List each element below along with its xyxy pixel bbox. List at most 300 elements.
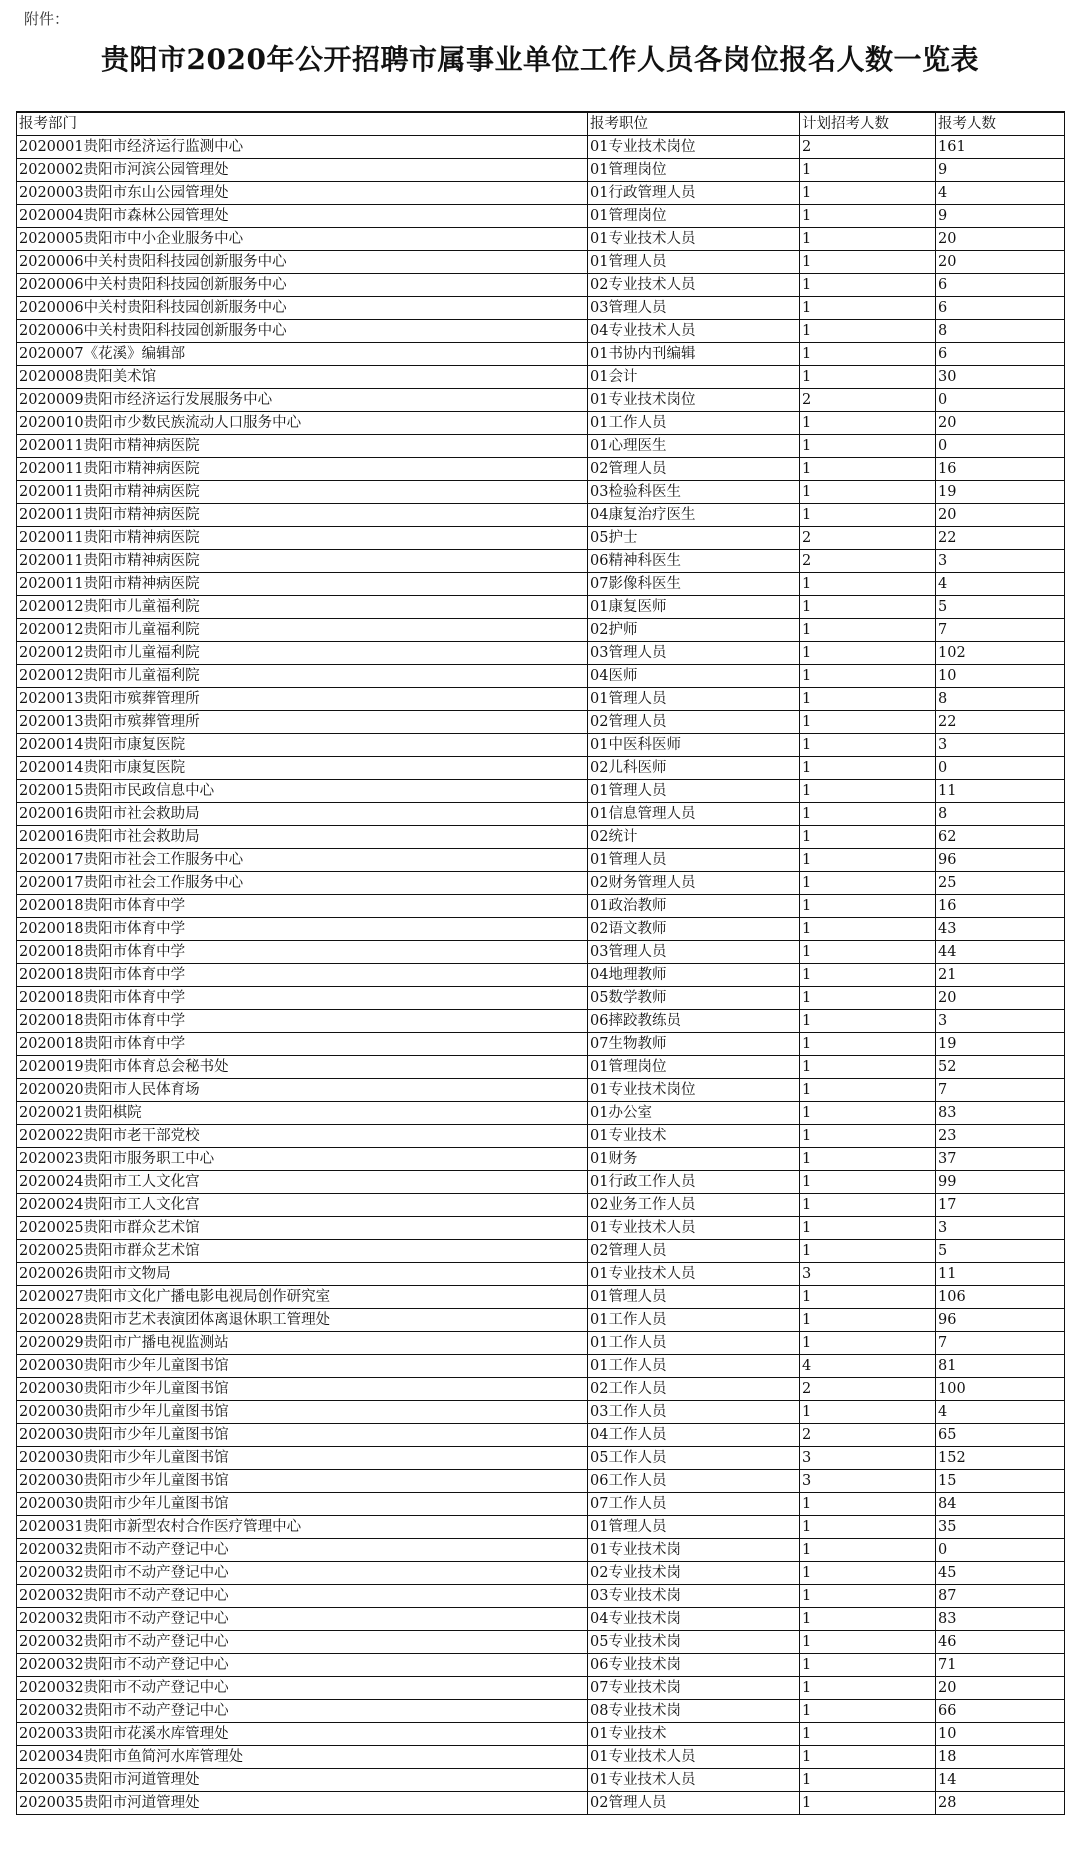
cell-position: 01管理岗位 <box>588 1056 800 1079</box>
cell-position: 07影像科医生 <box>588 573 800 596</box>
cell-planned-count: 1 <box>800 1723 936 1746</box>
header-position: 报考职位 <box>588 112 800 136</box>
cell-position: 01管理人员 <box>588 780 800 803</box>
cell-department: 2020023贵阳市服务职工中心 <box>17 1148 588 1171</box>
table-row <box>17 1148 1065 1171</box>
cell-applicant-count: 20 <box>936 251 1065 274</box>
cell-department: 2020032贵阳市不动产登记中心 <box>17 1631 588 1654</box>
table-row <box>17 1585 1065 1608</box>
cell-position: 03检验科医生 <box>588 481 800 504</box>
cell-department: 2020024贵阳市工人文化宫 <box>17 1194 588 1217</box>
cell-department: 2020012贵阳市儿童福利院 <box>17 619 588 642</box>
cell-planned-count: 1 <box>800 182 936 205</box>
table-row <box>17 1401 1065 1424</box>
cell-planned-count: 1 <box>800 1401 936 1424</box>
table-row <box>17 987 1065 1010</box>
cell-planned-count: 1 <box>800 1677 936 1700</box>
cell-applicant-count: 11 <box>936 780 1065 803</box>
cell-planned-count: 1 <box>800 320 936 343</box>
cell-department: 2020017贵阳市社会工作服务中心 <box>17 872 588 895</box>
cell-planned-count: 1 <box>800 1010 936 1033</box>
cell-department: 2020034贵阳市鱼简河水库管理处 <box>17 1746 588 1769</box>
cell-applicant-count: 71 <box>936 1654 1065 1677</box>
cell-position: 01专业技术人员 <box>588 1769 800 1792</box>
cell-department: 2020025贵阳市群众艺术馆 <box>17 1217 588 1240</box>
cell-planned-count: 3 <box>800 1447 936 1470</box>
enrollment-table <box>16 111 1065 1815</box>
cell-applicant-count: 45 <box>936 1562 1065 1585</box>
cell-applicant-count: 22 <box>936 711 1065 734</box>
cell-department: 2020032贵阳市不动产登记中心 <box>17 1677 588 1700</box>
cell-department: 2020033贵阳市花溪水库管理处 <box>17 1723 588 1746</box>
cell-department: 2020030贵阳市少年儿童图书馆 <box>17 1470 588 1493</box>
cell-position: 01管理岗位 <box>588 205 800 228</box>
cell-department: 2020012贵阳市儿童福利院 <box>17 596 588 619</box>
cell-planned-count: 1 <box>800 1079 936 1102</box>
table-row <box>17 1010 1065 1033</box>
cell-applicant-count: 16 <box>936 458 1065 481</box>
cell-planned-count: 3 <box>800 1263 936 1286</box>
cell-position: 01管理人员 <box>588 1516 800 1539</box>
table-row <box>17 389 1065 412</box>
cell-applicant-count: 9 <box>936 159 1065 182</box>
cell-position: 01办公室 <box>588 1102 800 1125</box>
table-row <box>17 1102 1065 1125</box>
cell-planned-count: 1 <box>800 205 936 228</box>
cell-department: 2020016贵阳市社会救助局 <box>17 826 588 849</box>
cell-planned-count: 1 <box>800 734 936 757</box>
cell-planned-count: 2 <box>800 527 936 550</box>
cell-planned-count: 1 <box>800 1286 936 1309</box>
cell-planned-count: 1 <box>800 435 936 458</box>
table-row <box>17 1654 1065 1677</box>
cell-department: 2020018贵阳市体育中学 <box>17 1010 588 1033</box>
cell-position: 01管理人员 <box>588 251 800 274</box>
cell-planned-count: 1 <box>800 688 936 711</box>
cell-department: 2020035贵阳市河道管理处 <box>17 1769 588 1792</box>
table-row <box>17 757 1065 780</box>
cell-applicant-count: 10 <box>936 1723 1065 1746</box>
cell-department: 2020013贵阳市殡葬管理所 <box>17 688 588 711</box>
cell-applicant-count: 3 <box>936 1010 1065 1033</box>
table-row <box>17 343 1065 366</box>
cell-position: 02工作人员 <box>588 1378 800 1401</box>
cell-applicant-count: 83 <box>936 1102 1065 1125</box>
cell-department: 2020032贵阳市不动产登记中心 <box>17 1700 588 1723</box>
cell-department: 2020002贵阳市河滨公园管理处 <box>17 159 588 182</box>
cell-department: 2020018贵阳市体育中学 <box>17 918 588 941</box>
cell-department: 2020006中关村贵阳科技园创新服务中心 <box>17 297 588 320</box>
table-row <box>17 849 1065 872</box>
table-row <box>17 1125 1065 1148</box>
cell-planned-count: 1 <box>800 1332 936 1355</box>
cell-department: 2020010贵阳市少数民族流动人口服务中心 <box>17 412 588 435</box>
cell-applicant-count: 0 <box>936 1539 1065 1562</box>
cell-applicant-count: 0 <box>936 435 1065 458</box>
cell-planned-count: 1 <box>800 895 936 918</box>
cell-applicant-count: 20 <box>936 228 1065 251</box>
cell-planned-count: 1 <box>800 1746 936 1769</box>
cell-position: 02管理人员 <box>588 1240 800 1263</box>
cell-applicant-count: 3 <box>936 550 1065 573</box>
cell-applicant-count: 99 <box>936 1171 1065 1194</box>
table-row <box>17 1792 1065 1815</box>
cell-position: 01康复医师 <box>588 596 800 619</box>
cell-position: 04康复治疗医生 <box>588 504 800 527</box>
cell-department: 2020032贵阳市不动产登记中心 <box>17 1585 588 1608</box>
cell-position: 06摔跤教练员 <box>588 1010 800 1033</box>
cell-applicant-count: 96 <box>936 849 1065 872</box>
cell-department: 2020009贵阳市经济运行发展服务中心 <box>17 389 588 412</box>
cell-planned-count: 1 <box>800 481 936 504</box>
table-row <box>17 366 1065 389</box>
cell-position: 02统计 <box>588 826 800 849</box>
cell-planned-count: 1 <box>800 297 936 320</box>
cell-department: 2020024贵阳市工人文化宫 <box>17 1171 588 1194</box>
table-row <box>17 1608 1065 1631</box>
cell-position: 05数学教师 <box>588 987 800 1010</box>
cell-planned-count: 1 <box>800 251 936 274</box>
cell-department: 2020008贵阳美术馆 <box>17 366 588 389</box>
cell-position: 04专业技术人员 <box>588 320 800 343</box>
cell-department: 2020011贵阳市精神病医院 <box>17 481 588 504</box>
cell-applicant-count: 19 <box>936 1033 1065 1056</box>
cell-applicant-count: 65 <box>936 1424 1065 1447</box>
cell-applicant-count: 102 <box>936 642 1065 665</box>
cell-department: 2020016贵阳市社会救助局 <box>17 803 588 826</box>
cell-position: 05专业技术岗 <box>588 1631 800 1654</box>
table-body <box>17 136 1065 1815</box>
cell-position: 01专业技术岗位 <box>588 136 800 159</box>
cell-position: 07生物教师 <box>588 1033 800 1056</box>
cell-planned-count: 1 <box>800 619 936 642</box>
cell-position: 03工作人员 <box>588 1401 800 1424</box>
cell-planned-count: 1 <box>800 1033 936 1056</box>
cell-department: 2020011贵阳市精神病医院 <box>17 435 588 458</box>
table-row <box>17 872 1065 895</box>
table-row <box>17 1194 1065 1217</box>
cell-department: 2020032贵阳市不动产登记中心 <box>17 1608 588 1631</box>
cell-department: 2020006中关村贵阳科技园创新服务中心 <box>17 251 588 274</box>
cell-department: 2020028贵阳市艺术表演团体离退休职工管理处 <box>17 1309 588 1332</box>
cell-applicant-count: 10 <box>936 665 1065 688</box>
cell-position: 01信息管理人员 <box>588 803 800 826</box>
cell-position: 01专业技术人员 <box>588 1263 800 1286</box>
cell-planned-count: 1 <box>800 1194 936 1217</box>
table-row <box>17 780 1065 803</box>
cell-planned-count: 2 <box>800 1424 936 1447</box>
cell-planned-count: 1 <box>800 1700 936 1723</box>
table-row <box>17 1171 1065 1194</box>
cell-department: 2020018贵阳市体育中学 <box>17 941 588 964</box>
cell-position: 01中医科医师 <box>588 734 800 757</box>
cell-planned-count: 1 <box>800 412 936 435</box>
cell-position: 01专业技术岗位 <box>588 389 800 412</box>
cell-position: 01专业技术 <box>588 1723 800 1746</box>
cell-position: 01工作人员 <box>588 1309 800 1332</box>
cell-department: 2020004贵阳市森林公园管理处 <box>17 205 588 228</box>
cell-applicant-count: 44 <box>936 941 1065 964</box>
table-row <box>17 159 1065 182</box>
cell-planned-count: 1 <box>800 711 936 734</box>
cell-applicant-count: 83 <box>936 1608 1065 1631</box>
cell-applicant-count: 87 <box>936 1585 1065 1608</box>
table-row <box>17 1631 1065 1654</box>
table-row <box>17 228 1065 251</box>
table-row <box>17 596 1065 619</box>
table-row <box>17 412 1065 435</box>
cell-planned-count: 1 <box>800 872 936 895</box>
cell-department: 2020030贵阳市少年儿童图书馆 <box>17 1401 588 1424</box>
cell-applicant-count: 20 <box>936 504 1065 527</box>
table-row <box>17 481 1065 504</box>
cell-applicant-count: 43 <box>936 918 1065 941</box>
cell-applicant-count: 4 <box>936 182 1065 205</box>
cell-department: 2020007《花溪》编辑部 <box>17 343 588 366</box>
cell-position: 01行政工作人员 <box>588 1171 800 1194</box>
table-row <box>17 1309 1065 1332</box>
cell-planned-count: 1 <box>800 1654 936 1677</box>
cell-department: 2020011贵阳市精神病医院 <box>17 527 588 550</box>
cell-planned-count: 1 <box>800 1608 936 1631</box>
cell-applicant-count: 4 <box>936 573 1065 596</box>
cell-position: 01专业技术人员 <box>588 1746 800 1769</box>
cell-applicant-count: 4 <box>936 1401 1065 1424</box>
cell-position: 06专业技术岗 <box>588 1654 800 1677</box>
cell-applicant-count: 52 <box>936 1056 1065 1079</box>
cell-position: 01管理人员 <box>588 688 800 711</box>
cell-position: 02护师 <box>588 619 800 642</box>
cell-planned-count: 1 <box>800 159 936 182</box>
cell-planned-count: 1 <box>800 458 936 481</box>
cell-position: 08专业技术岗 <box>588 1700 800 1723</box>
cell-department: 2020030贵阳市少年儿童图书馆 <box>17 1493 588 1516</box>
cell-position: 05工作人员 <box>588 1447 800 1470</box>
cell-applicant-count: 5 <box>936 1240 1065 1263</box>
cell-department: 2020022贵阳市老干部党校 <box>17 1125 588 1148</box>
cell-applicant-count: 19 <box>936 481 1065 504</box>
table-row <box>17 1079 1065 1102</box>
table-row <box>17 1240 1065 1263</box>
cell-planned-count: 3 <box>800 1470 936 1493</box>
cell-position: 01管理人员 <box>588 1286 800 1309</box>
cell-planned-count: 1 <box>800 1539 936 1562</box>
cell-applicant-count: 0 <box>936 757 1065 780</box>
cell-department: 2020018贵阳市体育中学 <box>17 964 588 987</box>
cell-applicant-count: 8 <box>936 688 1065 711</box>
cell-planned-count: 1 <box>800 849 936 872</box>
cell-planned-count: 1 <box>800 228 936 251</box>
cell-applicant-count: 30 <box>936 366 1065 389</box>
cell-department: 2020026贵阳市文物局 <box>17 1263 588 1286</box>
cell-applicant-count: 11 <box>936 1263 1065 1286</box>
table-row <box>17 803 1065 826</box>
cell-planned-count: 1 <box>800 1056 936 1079</box>
cell-position: 01专业技术人员 <box>588 228 800 251</box>
cell-applicant-count: 96 <box>936 1309 1065 1332</box>
cell-planned-count: 1 <box>800 757 936 780</box>
cell-department: 2020014贵阳市康复医院 <box>17 734 588 757</box>
cell-applicant-count: 35 <box>936 1516 1065 1539</box>
cell-applicant-count: 7 <box>936 1332 1065 1355</box>
cell-applicant-count: 14 <box>936 1769 1065 1792</box>
cell-planned-count: 1 <box>800 1493 936 1516</box>
cell-position: 01工作人员 <box>588 1332 800 1355</box>
cell-applicant-count: 6 <box>936 343 1065 366</box>
table-row <box>17 1769 1065 1792</box>
table-row <box>17 688 1065 711</box>
cell-position: 06工作人员 <box>588 1470 800 1493</box>
cell-department: 2020018贵阳市体育中学 <box>17 1033 588 1056</box>
cell-planned-count: 1 <box>800 1148 936 1171</box>
cell-planned-count: 1 <box>800 1217 936 1240</box>
table-row <box>17 297 1065 320</box>
cell-department: 2020018贵阳市体育中学 <box>17 987 588 1010</box>
table-header-row <box>17 112 1065 136</box>
table-row <box>17 1723 1065 1746</box>
cell-planned-count: 1 <box>800 1171 936 1194</box>
cell-position: 02管理人员 <box>588 1792 800 1815</box>
table-row <box>17 1286 1065 1309</box>
table-row <box>17 205 1065 228</box>
cell-position: 02管理人员 <box>588 458 800 481</box>
cell-department: 2020032贵阳市不动产登记中心 <box>17 1654 588 1677</box>
header-applicant-count: 报考人数 <box>936 112 1065 136</box>
cell-department: 2020003贵阳市东山公园管理处 <box>17 182 588 205</box>
table-row <box>17 1562 1065 1585</box>
cell-applicant-count: 16 <box>936 895 1065 918</box>
cell-applicant-count: 62 <box>936 826 1065 849</box>
cell-planned-count: 1 <box>800 665 936 688</box>
cell-position: 04专业技术岗 <box>588 1608 800 1631</box>
cell-applicant-count: 5 <box>936 596 1065 619</box>
cell-position: 01政治教师 <box>588 895 800 918</box>
cell-applicant-count: 84 <box>936 1493 1065 1516</box>
cell-position: 05护士 <box>588 527 800 550</box>
cell-applicant-count: 20 <box>936 1677 1065 1700</box>
cell-department: 2020030贵阳市少年儿童图书馆 <box>17 1424 588 1447</box>
cell-planned-count: 1 <box>800 1792 936 1815</box>
cell-position: 02儿科医师 <box>588 757 800 780</box>
cell-applicant-count: 22 <box>936 527 1065 550</box>
cell-planned-count: 1 <box>800 1562 936 1585</box>
cell-department: 2020035贵阳市河道管理处 <box>17 1792 588 1815</box>
table-row <box>17 1056 1065 1079</box>
table-row <box>17 1746 1065 1769</box>
table-row <box>17 1263 1065 1286</box>
cell-department: 2020032贵阳市不动产登记中心 <box>17 1539 588 1562</box>
cell-applicant-count: 7 <box>936 1079 1065 1102</box>
table-row <box>17 1447 1065 1470</box>
cell-applicant-count: 3 <box>936 1217 1065 1240</box>
cell-department: 2020018贵阳市体育中学 <box>17 895 588 918</box>
header-department: 报考部门 <box>17 112 588 136</box>
table-row <box>17 1700 1065 1723</box>
page-title: 贵阳市2020年公开招聘市属事业单位工作人员各岗位报名人数一览表 <box>101 43 979 76</box>
cell-department: 2020014贵阳市康复医院 <box>17 757 588 780</box>
cell-position: 01会计 <box>588 366 800 389</box>
cell-position: 01专业技术人员 <box>588 1217 800 1240</box>
cell-position: 07专业技术岗 <box>588 1677 800 1700</box>
cell-position: 03专业技术岗 <box>588 1585 800 1608</box>
cell-department: 2020001贵阳市经济运行监测中心 <box>17 136 588 159</box>
cell-position: 01工作人员 <box>588 1355 800 1378</box>
cell-applicant-count: 15 <box>936 1470 1065 1493</box>
cell-applicant-count: 23 <box>936 1125 1065 1148</box>
cell-applicant-count: 66 <box>936 1700 1065 1723</box>
table-row <box>17 458 1065 481</box>
cell-applicant-count: 17 <box>936 1194 1065 1217</box>
cell-department: 2020013贵阳市殡葬管理所 <box>17 711 588 734</box>
table-row <box>17 527 1065 550</box>
cell-planned-count: 1 <box>800 803 936 826</box>
cell-applicant-count: 21 <box>936 964 1065 987</box>
table-row <box>17 711 1065 734</box>
cell-applicant-count: 8 <box>936 803 1065 826</box>
cell-position: 04医师 <box>588 665 800 688</box>
cell-position: 01专业技术岗位 <box>588 1079 800 1102</box>
header-planned-count: 计划招考人数 <box>800 112 936 136</box>
table-row <box>17 320 1065 343</box>
cell-position: 03管理人员 <box>588 642 800 665</box>
cell-planned-count: 1 <box>800 642 936 665</box>
cell-applicant-count: 81 <box>936 1355 1065 1378</box>
cell-department: 2020012贵阳市儿童福利院 <box>17 665 588 688</box>
cell-position: 02语文教师 <box>588 918 800 941</box>
table-row <box>17 550 1065 573</box>
table-row <box>17 1677 1065 1700</box>
cell-position: 01专业技术岗 <box>588 1539 800 1562</box>
table-row <box>17 642 1065 665</box>
cell-department: 2020029贵阳市广播电视监测站 <box>17 1332 588 1355</box>
cell-department: 2020019贵阳市体育总会秘书处 <box>17 1056 588 1079</box>
cell-department: 2020012贵阳市儿童福利院 <box>17 642 588 665</box>
cell-planned-count: 2 <box>800 389 936 412</box>
cell-applicant-count: 7 <box>936 619 1065 642</box>
table-row <box>17 665 1065 688</box>
cell-department: 2020020贵阳市人民体育场 <box>17 1079 588 1102</box>
cell-applicant-count: 20 <box>936 412 1065 435</box>
table-row <box>17 1378 1065 1401</box>
cell-planned-count: 2 <box>800 1378 936 1401</box>
cell-department: 2020011贵阳市精神病医院 <box>17 504 588 527</box>
cell-position: 04工作人员 <box>588 1424 800 1447</box>
cell-applicant-count: 161 <box>936 136 1065 159</box>
cell-position: 01工作人员 <box>588 412 800 435</box>
cell-department: 2020030贵阳市少年儿童图书馆 <box>17 1447 588 1470</box>
table-row <box>17 895 1065 918</box>
cell-department: 2020021贵阳棋院 <box>17 1102 588 1125</box>
cell-position: 01管理岗位 <box>588 159 800 182</box>
table-row <box>17 251 1065 274</box>
table-row <box>17 435 1065 458</box>
cell-department: 2020027贵阳市文化广播电影电视局创作研究室 <box>17 1286 588 1309</box>
cell-applicant-count: 100 <box>936 1378 1065 1401</box>
cell-planned-count: 1 <box>800 1631 936 1654</box>
cell-position: 02管理人员 <box>588 711 800 734</box>
table-row <box>17 1493 1065 1516</box>
cell-department: 2020030贵阳市少年儿童图书馆 <box>17 1378 588 1401</box>
cell-planned-count: 1 <box>800 964 936 987</box>
cell-planned-count: 1 <box>800 504 936 527</box>
cell-applicant-count: 37 <box>936 1148 1065 1171</box>
cell-applicant-count: 25 <box>936 872 1065 895</box>
cell-position: 01管理人员 <box>588 849 800 872</box>
table-row <box>17 1033 1065 1056</box>
cell-department: 2020011贵阳市精神病医院 <box>17 458 588 481</box>
cell-position: 02专业技术岗 <box>588 1562 800 1585</box>
cell-applicant-count: 152 <box>936 1447 1065 1470</box>
